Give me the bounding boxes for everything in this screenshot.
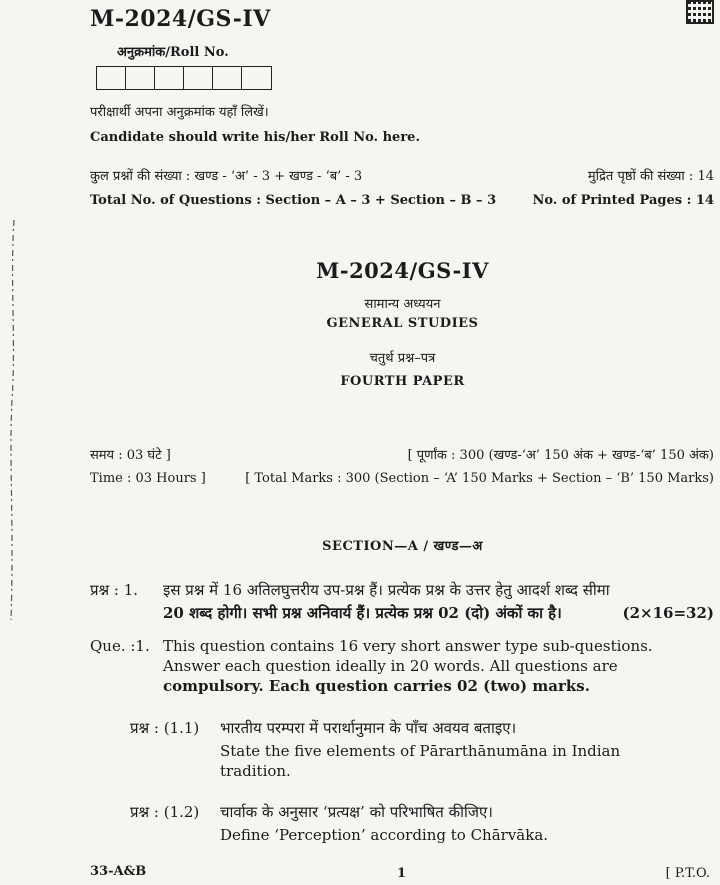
marks-hindi: [ पूर्णांक : 300 (खण्ड-‘अ’ 150 अंक + खण्ड-‘ब’ 150 अंक) bbox=[407, 448, 714, 463]
roll-number-boxes[interactable] bbox=[96, 66, 272, 90]
sub1-english-2: tradition. bbox=[220, 762, 291, 780]
roll-label: अनुक्रमांक/Roll No. bbox=[117, 45, 229, 60]
roll-box[interactable] bbox=[126, 67, 155, 89]
q1-text-hindi-1: इस प्रश्न में 16 अतिलघुत्तरीय उप-प्रश्न हैं। प्रत्येक प्रश्न के उत्तर हेतु आदर्श शब्द सीमा bbox=[163, 581, 610, 599]
section-heading: SECTION—A / खण्ड—अ bbox=[322, 539, 483, 554]
q1-label-english: Que. :1. bbox=[90, 637, 150, 655]
roll-box[interactable] bbox=[97, 67, 126, 89]
roll-box[interactable] bbox=[184, 67, 213, 89]
qr-code-icon bbox=[686, 0, 714, 24]
q1-label-hindi: प्रश्न : 1. bbox=[90, 581, 139, 599]
printed-pages-english: No. of Printed Pages : 14 bbox=[532, 193, 714, 208]
pto-label: [ P.T.O. bbox=[665, 866, 710, 881]
sub2-english: Define ‘Perception’ according to Chārvāka. bbox=[220, 826, 549, 844]
marks-english: [ Total Marks : 300 (Section – ‘A’ 150 Marks + Section – ‘B’ 150 Marks) bbox=[245, 471, 714, 486]
paper-hindi: चतुर्थ प्रश्न–पत्र bbox=[369, 351, 436, 366]
page-title: M-2024/GS-IV bbox=[316, 258, 489, 283]
instruction-english: Candidate should write his/her Roll No. here. bbox=[90, 130, 420, 145]
header-code: M-2024/GS-IV bbox=[90, 6, 271, 32]
q1-text-english-3: compulsory. Each question carries 02 (two) marks. bbox=[163, 677, 590, 695]
page-number: 1 bbox=[397, 866, 407, 881]
footer-code: 33-A&B bbox=[90, 864, 147, 879]
total-questions-english: Total No. of Questions : Section – A – 3 + Section – B – 3 bbox=[90, 193, 497, 208]
roll-box[interactable] bbox=[213, 67, 242, 89]
sub1-english-1: State the five elements of Pārarthānumāna in Indian bbox=[220, 742, 621, 760]
sub1-label: प्रश्न : (1.1) bbox=[130, 719, 200, 737]
q1-marks: (2×16=32) bbox=[622, 604, 714, 622]
instruction-hindi: परीक्षार्थी अपना अनुक्रमांक यहाँ लिखें। bbox=[90, 105, 269, 120]
paper-english: FOURTH PAPER bbox=[340, 374, 465, 389]
q1-text-english-2: Answer each question ideally in 20 words. All questions are bbox=[163, 657, 618, 675]
roll-box[interactable] bbox=[242, 67, 271, 89]
time-hindi: समय : 03 घंटे ] bbox=[90, 448, 171, 463]
printed-pages-hindi: मुद्रित पृष्ठों की संख्या : 14 bbox=[587, 169, 714, 184]
sub2-hindi: चार्वाक के अनुसार ‘प्रत्यक्ष’ को परिभाषित कीजिए। bbox=[220, 803, 493, 821]
subject-english: GENERAL STUDIES bbox=[326, 316, 479, 331]
subject-hindi: सामान्य अध्ययन bbox=[364, 297, 441, 312]
roll-box[interactable] bbox=[155, 67, 184, 89]
total-questions-hindi: कुल प्रश्नों की संख्या : खण्ड - ‘अ’ - 3 + खण्ड - ‘ब’ - 3 bbox=[90, 169, 363, 184]
q1-text-hindi-2: 20 शब्द होगी। सभी प्रश्न अनिवार्य हैं। प्रत्येक प्रश्न 02 (दो) अंकों का है। bbox=[163, 604, 562, 622]
sub2-label: प्रश्न : (1.2) bbox=[130, 803, 200, 821]
time-english: Time : 03 Hours ] bbox=[90, 471, 206, 486]
q1-text-english-1: This question contains 16 very short answer type sub-questions. bbox=[163, 637, 653, 655]
sub1-hindi: भारतीय परम्परा में परार्थानुमान के पाँच अवयव बताइए। bbox=[220, 719, 517, 737]
